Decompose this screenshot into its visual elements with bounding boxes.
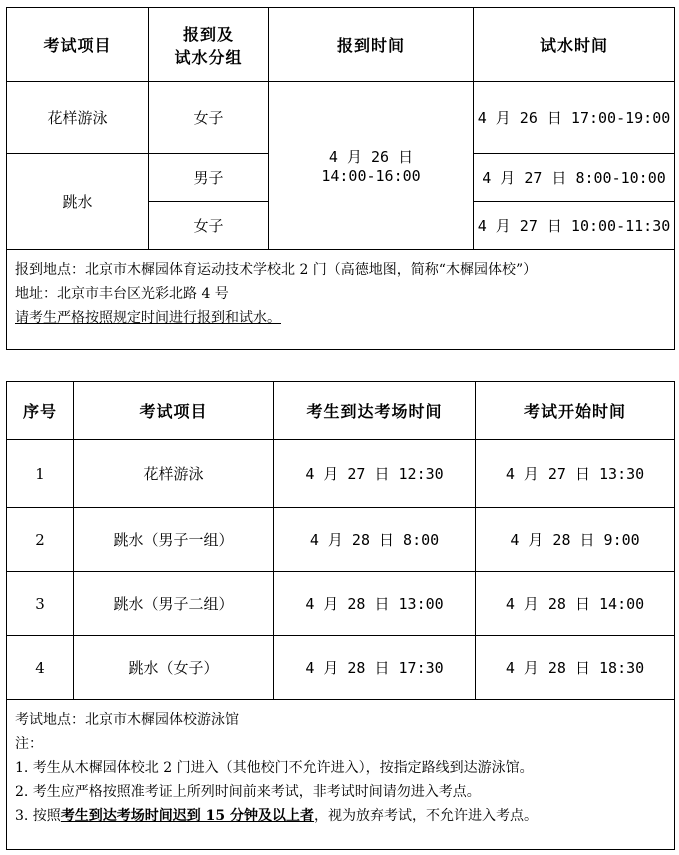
checkin-date: 4 月 26 日 bbox=[328, 148, 414, 166]
header-seq: 序号 bbox=[7, 382, 74, 440]
row3-start: 4 月 28 日 14:00 bbox=[476, 572, 675, 636]
row2-start: 4 月 28 日 9:00 bbox=[476, 508, 675, 572]
exam-location: 考试地点：北京市木樨园体校游泳馆 bbox=[15, 712, 239, 728]
cell-item-synchro: 花样游泳 bbox=[7, 82, 149, 154]
row2-item: 跳水（男子一组） bbox=[74, 508, 274, 572]
row4-arrive: 4 月 28 日 17:30 bbox=[274, 636, 476, 700]
exam-schedule-table bbox=[6, 381, 675, 850]
row2-seq: 2 bbox=[7, 508, 74, 572]
checkin-location: 报到地点：北京市木樨园体育运动技术学校北 2 门（高德地图，简称“木樨园体校”） bbox=[15, 262, 538, 278]
row1-start: 4 月 27 日 13:30 bbox=[476, 440, 675, 508]
header-checkin-time: 报到时间 bbox=[269, 8, 474, 82]
checkin-hours: 14:00-16:00 bbox=[321, 167, 421, 185]
note-3 bbox=[15, 804, 666, 828]
header-arrive-time: 考生到达考场时间 bbox=[274, 382, 476, 440]
note-3-prefix: 3. 按照 bbox=[15, 808, 61, 824]
header-exam-item: 考试项目 bbox=[7, 8, 149, 82]
note-3-suffix: ，视为放弃考试，不允许进入考点。 bbox=[314, 808, 539, 824]
note-2: 2. 考生应严格按照准考证上所列时间前来考试，非考试时间请勿进入考点。 bbox=[15, 784, 481, 800]
cell-group-synchro-female: 女子 bbox=[149, 82, 269, 154]
row2-arrive: 4 月 28 日 8:00 bbox=[274, 508, 476, 572]
cell-trial-diving-female: 4 月 27 日 10:00-11:30 bbox=[474, 202, 675, 250]
cell-item-diving: 跳水 bbox=[7, 154, 149, 250]
cell-group-diving-male: 男子 bbox=[149, 154, 269, 202]
cell-checkin-time bbox=[269, 82, 474, 250]
header-exam-item-2: 考试项目 bbox=[74, 382, 274, 440]
checkin-notes bbox=[7, 250, 675, 350]
note-3-emphasis: 考生到达考场时间迟到 15 分钟及以上者 bbox=[60, 808, 315, 824]
row1-arrive: 4 月 27 日 12:30 bbox=[274, 440, 476, 508]
header-trial-time: 试水时间 bbox=[474, 8, 675, 82]
cell-trial-diving-male: 4 月 27 日 8:00-10:00 bbox=[474, 154, 675, 202]
checkin-schedule-table bbox=[6, 7, 675, 350]
row3-seq: 3 bbox=[7, 572, 74, 636]
checkin-reminder: 请考生严格按照规定时间进行报到和试水。 bbox=[15, 310, 281, 326]
header-group-line1: 报到及 bbox=[182, 24, 234, 44]
row4-start: 4 月 28 日 18:30 bbox=[476, 636, 675, 700]
row4-item: 跳水（女子） bbox=[74, 636, 274, 700]
cell-group-diving-female: 女子 bbox=[149, 202, 269, 250]
checkin-address: 地址：北京市丰台区光彩北路 4 号 bbox=[15, 286, 229, 302]
cell-trial-synchro: 4 月 26 日 17:00-19:00 bbox=[474, 82, 675, 154]
row1-item: 花样游泳 bbox=[74, 440, 274, 508]
header-group bbox=[149, 8, 269, 82]
row4-seq: 4 bbox=[7, 636, 74, 700]
note-label: 注： bbox=[15, 736, 43, 752]
exam-notes bbox=[7, 700, 675, 850]
row3-arrive: 4 月 28 日 13:00 bbox=[274, 572, 476, 636]
row3-item: 跳水（男子二组） bbox=[74, 572, 274, 636]
row1-seq: 1 bbox=[7, 440, 74, 508]
header-group-line2: 试水分组 bbox=[174, 47, 243, 67]
header-start-time: 考试开始时间 bbox=[476, 382, 675, 440]
note-1: 1. 考生从木樨园体校北 2 门进入（其他校门不允许进入），按指定路线到达游泳馆。 bbox=[15, 760, 534, 776]
